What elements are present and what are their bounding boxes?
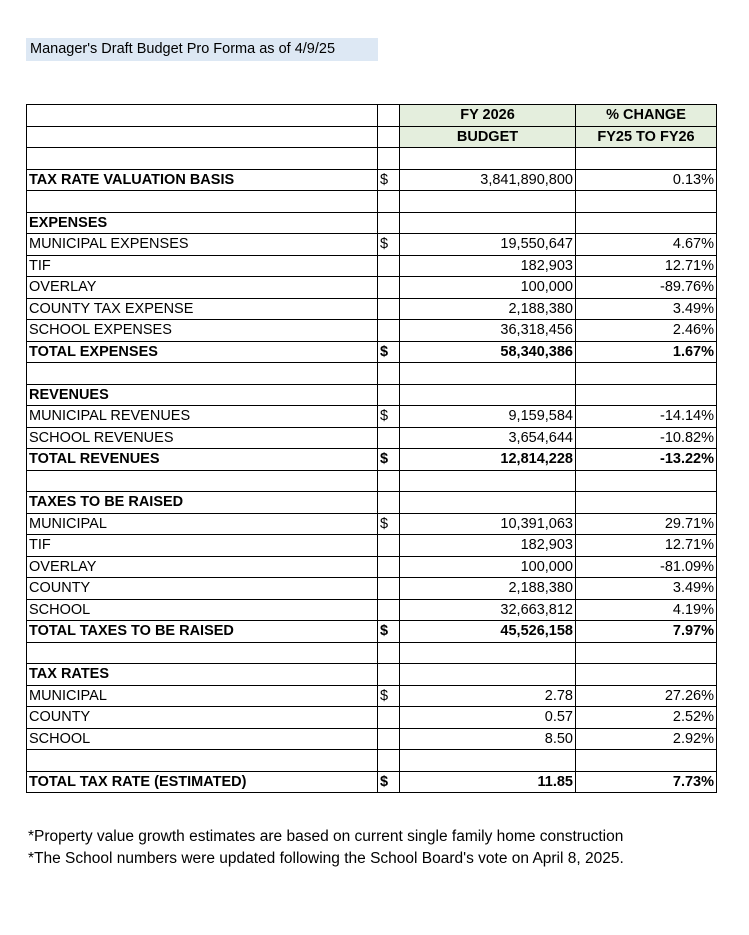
budget-value: 100,000 bbox=[400, 277, 576, 299]
row-label bbox=[27, 363, 378, 385]
table-row bbox=[27, 750, 717, 772]
budget-column-header: FY 2026 bbox=[400, 105, 576, 127]
percent-change: -13.22% bbox=[576, 449, 717, 471]
row-label: TAX RATE VALUATION BASIS bbox=[27, 169, 378, 191]
dollar-sign bbox=[378, 148, 400, 170]
row-label: SCHOOL EXPENSES bbox=[27, 320, 378, 342]
table-row bbox=[27, 728, 717, 750]
header-spacer-cell bbox=[378, 126, 400, 148]
dollar-sign bbox=[378, 750, 400, 772]
dollar-sign: $ bbox=[378, 341, 400, 363]
percent-change: 7.97% bbox=[576, 621, 717, 643]
row-label bbox=[27, 148, 378, 170]
budget-value: 12,814,228 bbox=[400, 449, 576, 471]
footnotes bbox=[28, 826, 624, 870]
dollar-sign bbox=[378, 255, 400, 277]
dollar-sign: $ bbox=[378, 449, 400, 471]
percent-change: 4.67% bbox=[576, 234, 717, 256]
table-row bbox=[27, 255, 717, 277]
table-row bbox=[27, 664, 717, 686]
budget-value: 3,654,644 bbox=[400, 427, 576, 449]
table-row bbox=[27, 169, 717, 191]
table-row bbox=[27, 599, 717, 621]
dollar-sign bbox=[378, 492, 400, 514]
header-row bbox=[27, 105, 717, 127]
row-label bbox=[27, 642, 378, 664]
dollar-sign: $ bbox=[378, 234, 400, 256]
dollar-sign bbox=[378, 599, 400, 621]
percent-change: 2.92% bbox=[576, 728, 717, 750]
budget-value: 58,340,386 bbox=[400, 341, 576, 363]
change-column-subheader: FY25 TO FY26 bbox=[576, 126, 717, 148]
percent-change: 1.67% bbox=[576, 341, 717, 363]
table-row bbox=[27, 363, 717, 385]
percent-change: 12.71% bbox=[576, 535, 717, 557]
dollar-sign bbox=[378, 298, 400, 320]
row-label: TAX RATES bbox=[27, 664, 378, 686]
change-column-header: % CHANGE bbox=[576, 105, 717, 127]
budget-value: 2,188,380 bbox=[400, 578, 576, 600]
row-label: TOTAL TAXES TO BE RAISED bbox=[27, 621, 378, 643]
dollar-sign bbox=[378, 363, 400, 385]
dollar-sign bbox=[378, 384, 400, 406]
percent-change: 4.19% bbox=[576, 599, 717, 621]
dollar-sign bbox=[378, 664, 400, 686]
percent-change: -10.82% bbox=[576, 427, 717, 449]
budget-value bbox=[400, 148, 576, 170]
row-label: COUNTY bbox=[27, 707, 378, 729]
row-label: SCHOOL bbox=[27, 728, 378, 750]
budget-value bbox=[400, 492, 576, 514]
table-row bbox=[27, 621, 717, 643]
table-row bbox=[27, 535, 717, 557]
dollar-sign bbox=[378, 642, 400, 664]
percent-change bbox=[576, 664, 717, 686]
budget-value: 32,663,812 bbox=[400, 599, 576, 621]
table-row bbox=[27, 320, 717, 342]
row-label: TIF bbox=[27, 535, 378, 557]
budget-value: 11.85 bbox=[400, 771, 576, 793]
budget-value bbox=[400, 384, 576, 406]
percent-change: -14.14% bbox=[576, 406, 717, 428]
table-row bbox=[27, 384, 717, 406]
table-row bbox=[27, 212, 717, 234]
row-label: TOTAL TAX RATE (ESTIMATED) bbox=[27, 771, 378, 793]
budget-value: 182,903 bbox=[400, 535, 576, 557]
row-label: MUNICIPAL bbox=[27, 685, 378, 707]
percent-change bbox=[576, 191, 717, 213]
budget-value bbox=[400, 750, 576, 772]
row-label: EXPENSES bbox=[27, 212, 378, 234]
table-row bbox=[27, 191, 717, 213]
table-row bbox=[27, 470, 717, 492]
row-label: COUNTY TAX EXPENSE bbox=[27, 298, 378, 320]
table-row bbox=[27, 642, 717, 664]
table-row bbox=[27, 449, 717, 471]
percent-change: 7.73% bbox=[576, 771, 717, 793]
row-label: SCHOOL bbox=[27, 599, 378, 621]
percent-change bbox=[576, 492, 717, 514]
footnote: *The School numbers were updated following the School Board's vote on April 8, 2025. bbox=[28, 850, 624, 867]
table-row bbox=[27, 277, 717, 299]
row-label: MUNICIPAL REVENUES bbox=[27, 406, 378, 428]
percent-change bbox=[576, 384, 717, 406]
percent-change bbox=[576, 470, 717, 492]
table-row bbox=[27, 234, 717, 256]
table-row bbox=[27, 771, 717, 793]
header-spacer-cell bbox=[378, 105, 400, 127]
table-row bbox=[27, 341, 717, 363]
header-row bbox=[27, 126, 717, 148]
budget-table bbox=[26, 104, 717, 793]
budget-value: 19,550,647 bbox=[400, 234, 576, 256]
dollar-sign bbox=[378, 191, 400, 213]
budget-value: 36,318,456 bbox=[400, 320, 576, 342]
row-label: OVERLAY bbox=[27, 277, 378, 299]
percent-change: -81.09% bbox=[576, 556, 717, 578]
table-row bbox=[27, 427, 717, 449]
budget-value: 45,526,158 bbox=[400, 621, 576, 643]
dollar-sign bbox=[378, 470, 400, 492]
dollar-sign bbox=[378, 578, 400, 600]
document-title: Manager's Draft Budget Pro Forma as of 4/9/25 bbox=[26, 38, 378, 61]
budget-value bbox=[400, 191, 576, 213]
percent-change: 2.52% bbox=[576, 707, 717, 729]
row-label bbox=[27, 750, 378, 772]
dollar-sign bbox=[378, 320, 400, 342]
percent-change: 2.46% bbox=[576, 320, 717, 342]
percent-change: 12.71% bbox=[576, 255, 717, 277]
row-label: TIF bbox=[27, 255, 378, 277]
table-row bbox=[27, 707, 717, 729]
budget-value bbox=[400, 212, 576, 234]
percent-change bbox=[576, 148, 717, 170]
percent-change: 3.49% bbox=[576, 578, 717, 600]
dollar-sign: $ bbox=[378, 513, 400, 535]
percent-change: 3.49% bbox=[576, 298, 717, 320]
row-label: COUNTY bbox=[27, 578, 378, 600]
percent-change bbox=[576, 750, 717, 772]
row-label: MUNICIPAL EXPENSES bbox=[27, 234, 378, 256]
dollar-sign bbox=[378, 212, 400, 234]
table-row bbox=[27, 513, 717, 535]
dollar-sign bbox=[378, 277, 400, 299]
table-row bbox=[27, 148, 717, 170]
dollar-sign: $ bbox=[378, 169, 400, 191]
budget-value bbox=[400, 642, 576, 664]
percent-change: 27.26% bbox=[576, 685, 717, 707]
dollar-sign: $ bbox=[378, 406, 400, 428]
row-label: SCHOOL REVENUES bbox=[27, 427, 378, 449]
percent-change bbox=[576, 363, 717, 385]
dollar-sign bbox=[378, 427, 400, 449]
row-label: TAXES TO BE RAISED bbox=[27, 492, 378, 514]
table-row bbox=[27, 556, 717, 578]
row-label bbox=[27, 191, 378, 213]
percent-change bbox=[576, 642, 717, 664]
budget-value: 182,903 bbox=[400, 255, 576, 277]
table-row bbox=[27, 578, 717, 600]
budget-value bbox=[400, 664, 576, 686]
dollar-sign bbox=[378, 728, 400, 750]
budget-value: 2.78 bbox=[400, 685, 576, 707]
table-row bbox=[27, 298, 717, 320]
footnote: *Property value growth estimates are based on current single family home construction bbox=[28, 828, 624, 845]
budget-value bbox=[400, 470, 576, 492]
dollar-sign bbox=[378, 535, 400, 557]
table-row bbox=[27, 492, 717, 514]
row-label: MUNICIPAL bbox=[27, 513, 378, 535]
table-row bbox=[27, 406, 717, 428]
dollar-sign: $ bbox=[378, 621, 400, 643]
row-label bbox=[27, 470, 378, 492]
dollar-sign bbox=[378, 556, 400, 578]
row-label: OVERLAY bbox=[27, 556, 378, 578]
percent-change: 0.13% bbox=[576, 169, 717, 191]
percent-change bbox=[576, 212, 717, 234]
budget-value: 10,391,063 bbox=[400, 513, 576, 535]
percent-change: -89.76% bbox=[576, 277, 717, 299]
row-label: REVENUES bbox=[27, 384, 378, 406]
table-row bbox=[27, 685, 717, 707]
budget-value: 0.57 bbox=[400, 707, 576, 729]
budget-value: 3,841,890,800 bbox=[400, 169, 576, 191]
budget-value: 8.50 bbox=[400, 728, 576, 750]
dollar-sign bbox=[378, 707, 400, 729]
budget-value bbox=[400, 363, 576, 385]
dollar-sign: $ bbox=[378, 685, 400, 707]
budget-column-subheader: BUDGET bbox=[400, 126, 576, 148]
dollar-sign: $ bbox=[378, 771, 400, 793]
percent-change: 29.71% bbox=[576, 513, 717, 535]
budget-value: 2,188,380 bbox=[400, 298, 576, 320]
budget-value: 9,159,584 bbox=[400, 406, 576, 428]
budget-value: 100,000 bbox=[400, 556, 576, 578]
header-label-cell bbox=[27, 105, 378, 127]
row-label: TOTAL REVENUES bbox=[27, 449, 378, 471]
row-label: TOTAL EXPENSES bbox=[27, 341, 378, 363]
header-label-cell bbox=[27, 126, 378, 148]
